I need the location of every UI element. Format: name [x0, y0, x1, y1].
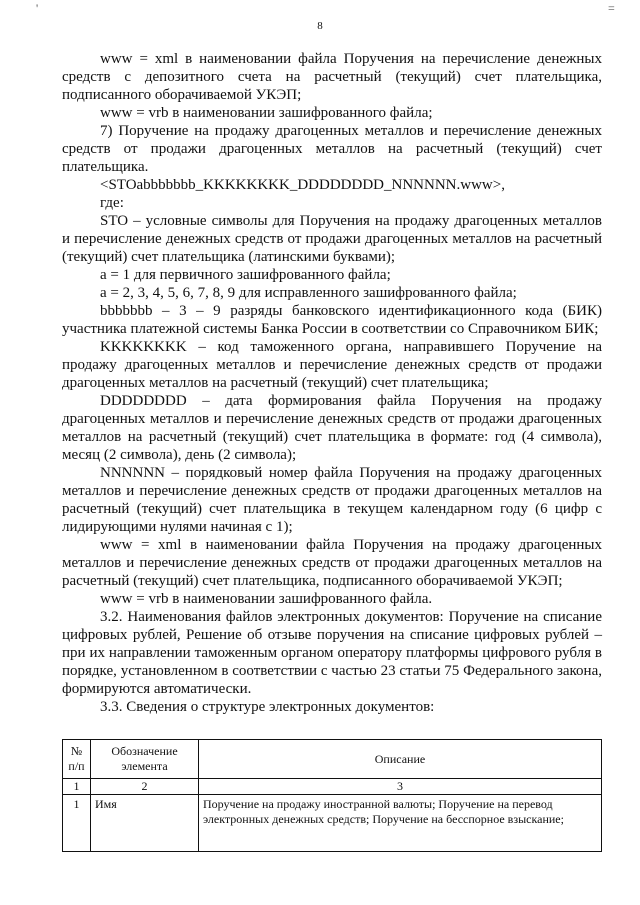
paragraph-bik: bbbbbbb – 3 – 9 разряды банковского идентификационного кода (БИК) участника платежной системы Банка России в соответствии со Справочником БИК;: [62, 303, 602, 337]
table-column-number: 1: [63, 779, 91, 795]
paragraph-date: DDDDDDDD – дата формирования файла Поручения на продажу драгоценных металлов и перечисление денежных средств от продажи драгоценных металлов на расчетный (текущий) счет плательщика в формате: год (4 символа), месяц (2 символа), день (2 символа);: [62, 393, 602, 463]
structure-table: [62, 739, 602, 852]
scan-corner-mark-left: ': [36, 1, 39, 15]
table-row: [63, 795, 602, 852]
table-cell-element: Имя: [91, 795, 199, 852]
paragraph-www-xml-deposit: www = xml в наименовании файла Поручения на перечисление денежных средств с депозитного счета на расчетный (текущий) счет плательщика, подписанного оборачиваемой УКЭП;: [62, 51, 602, 103]
paragraph-www-xml-metals: www = xml в наименовании файла Поручения на продажу драгоценных металлов и перечисление денежных средств от продажи драгоценных металлов на расчетный (текущий) счет плательщика, подписанного оборачиваемой УКЭП;: [62, 537, 602, 589]
scan-corner-mark-right: =: [608, 1, 614, 15]
paragraph-item-7: 7) Поручение на продажу драгоценных металлов и перечисление денежных средств от продажи драгоценных металлов на расчетный (текущий) счет плательщика.: [62, 123, 602, 175]
paragraph-a-primary: a = 1 для первичного зашифрованного файла;: [100, 267, 391, 283]
table-header-number: № п/п: [63, 740, 91, 779]
table-column-number: 3: [199, 779, 602, 795]
paragraph-section-3-2: 3.2. Наименования файлов электронных документов: Поручение на списание цифровых рублей, Решение об отзыве поручения на списание цифровых рублей – при их направлении таможенным органом оператору платформы цифрового рубля в порядке, установленном в соответствии с частью 23 статьи 75 Федерального закона, формируются автоматически.: [62, 609, 602, 697]
table-column-number: 2: [91, 779, 199, 795]
page-number: 8: [317, 20, 323, 32]
paragraph-customs-code: KKKKKKKK – код таможенного органа, направившего Поручение на продажу драгоценных металлов и перечисление денежных средств от продажи драгоценных металлов на расчетный (текущий) счет плательщика;: [62, 339, 602, 391]
paragraph-www-vrb-2: www = vrb в наименовании зашифрованного файла.: [100, 591, 433, 607]
document-body: [62, 50, 602, 716]
paragraph-a-corrected: a = 2, 3, 4, 5, 6, 7, 8, 9 для исправленного зашифрованного файла;: [100, 285, 517, 301]
paragraph-sto: STO – условные символы для Поручения на продажу драгоценных металлов и перечисление денежных средств от продажи драгоценных металлов на расчетный (текущий) счет плательщика (латинскими буквами);: [62, 213, 602, 265]
table-header-row: [63, 740, 602, 779]
paragraph-section-3-3: 3.3. Сведения о структуре электронных документов:: [100, 699, 435, 715]
paragraph-sequence-number: NNNNNN – порядковый номер файла Поручения на продажу драгоценных металлов и перечисление денежных средств от продажи драгоценных металлов на расчетный (текущий) счет плательщика в текущем календарном году (6 цифр с лидирующими нулями начиная с 1);: [62, 465, 602, 535]
table-cell-number: 1: [63, 795, 91, 852]
paragraph-www-vrb-1: www = vrb в наименовании зашифрованного файла;: [100, 105, 433, 121]
table-column-number-row: [63, 779, 602, 795]
paragraph-filename-pattern: <STOabbbbbbb_KKKKKKKK_DDDDDDDD_NNNNNN.www>,: [100, 177, 505, 193]
table-header-description: Описание: [199, 740, 602, 779]
paragraph-where: где:: [100, 195, 124, 211]
table-cell-description: Поручение на продажу иностранной валюты; Поручение на перевод электронных денежных средств; Поручение на бесспорное взыскание;: [199, 795, 602, 852]
table-header-element: Обозначение элемента: [91, 740, 199, 779]
